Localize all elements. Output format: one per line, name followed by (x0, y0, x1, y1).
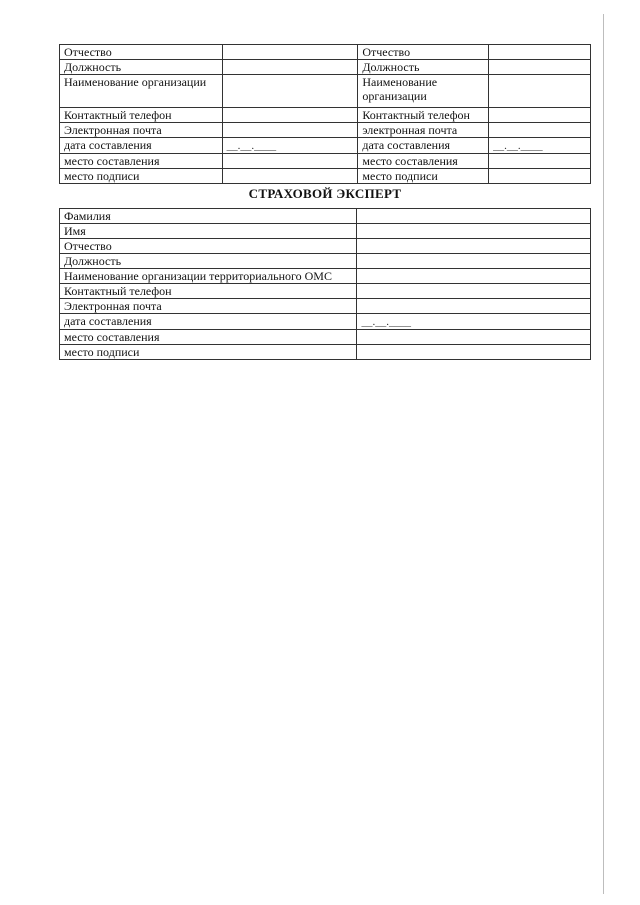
right-value-phone[interactable] (489, 108, 591, 123)
expert-label-email: Электронная почта (60, 299, 357, 314)
right-label-email: электронная почта (358, 123, 489, 138)
expert-value-email[interactable] (357, 299, 591, 314)
table-row (60, 314, 591, 330)
expert-value-date[interactable] (357, 314, 591, 330)
right-label-position: Должность (358, 60, 489, 75)
date-blank: __.__.____ (361, 316, 411, 328)
table-row (60, 169, 591, 184)
right-value-place-signed[interactable] (489, 169, 591, 184)
date-blank: __.__.____ (226, 140, 277, 152)
expert-label-place-signed: место подписи (60, 345, 357, 360)
table-row (60, 209, 591, 224)
expert-value-patronymic[interactable] (357, 239, 591, 254)
table-row (60, 269, 591, 284)
expert-value-place-signed[interactable] (357, 345, 591, 360)
right-value-email[interactable] (489, 123, 591, 138)
right-label-organization: Наименование организации (358, 75, 489, 108)
right-label-patronymic: Отчество (358, 45, 489, 60)
table-row (60, 60, 591, 75)
right-label-phone: Контактный телефон (358, 108, 489, 123)
left-label-patronymic: Отчество (60, 45, 223, 60)
right-label-date: дата составления (358, 138, 489, 154)
insurance-expert-table (59, 208, 591, 360)
left-value-patronymic[interactable] (222, 45, 358, 60)
expert-value-place-compiled[interactable] (357, 330, 591, 345)
table-row (60, 138, 591, 154)
table-row (60, 123, 591, 138)
left-label-date: дата составления (60, 138, 223, 154)
expert-value-surname[interactable] (357, 209, 591, 224)
table-row (60, 154, 591, 169)
table-row (60, 330, 591, 345)
table-row (60, 75, 591, 108)
expert-label-place-compiled: место составления (60, 330, 357, 345)
scan-page-edge (603, 14, 604, 894)
left-value-place-signed[interactable] (222, 169, 358, 184)
table-row (60, 108, 591, 123)
table-row (60, 254, 591, 269)
left-label-position: Должность (60, 60, 223, 75)
left-value-phone[interactable] (222, 108, 358, 123)
left-label-place-compiled: место составления (60, 154, 223, 169)
left-value-position[interactable] (222, 60, 358, 75)
signatories-table (59, 44, 591, 184)
right-value-organization[interactable] (489, 75, 591, 108)
table-row (60, 224, 591, 239)
table-row (60, 345, 591, 360)
expert-value-organization[interactable] (357, 269, 591, 284)
expert-label-organization: Наименование организации территориального ОМС (60, 269, 357, 284)
expert-label-phone: Контактный телефон (60, 284, 357, 299)
table-row (60, 299, 591, 314)
table-row (60, 284, 591, 299)
right-value-patronymic[interactable] (489, 45, 591, 60)
left-value-email[interactable] (222, 123, 358, 138)
expert-value-position[interactable] (357, 254, 591, 269)
right-label-place-signed: место подписи (358, 169, 489, 184)
table-row (60, 45, 591, 60)
left-value-organization[interactable] (222, 75, 358, 108)
expert-label-date: дата составления (60, 314, 357, 330)
table-row (60, 239, 591, 254)
expert-label-position: Должность (60, 254, 357, 269)
date-blank: __.__.____ (493, 140, 543, 152)
expert-label-patronymic: Отчество (60, 239, 357, 254)
expert-label-name: Имя (60, 224, 357, 239)
right-value-place-compiled[interactable] (489, 154, 591, 169)
left-label-organization: Наименование организации (60, 75, 223, 108)
expert-label-surname: Фамилия (60, 209, 357, 224)
left-value-place-compiled[interactable] (222, 154, 358, 169)
left-value-date[interactable] (222, 138, 358, 154)
left-label-place-signed: место подписи (60, 169, 223, 184)
right-value-position[interactable] (489, 60, 591, 75)
expert-value-phone[interactable] (357, 284, 591, 299)
section-heading-insurance-expert: СТРАХОВОЙ ЭКСПЕРТ (248, 186, 402, 201)
left-label-phone: Контактный телефон (60, 108, 223, 123)
right-value-date[interactable] (489, 138, 591, 154)
left-label-email: Электронная почта (60, 123, 223, 138)
expert-value-name[interactable] (357, 224, 591, 239)
right-label-place-compiled: место составления (358, 154, 489, 169)
